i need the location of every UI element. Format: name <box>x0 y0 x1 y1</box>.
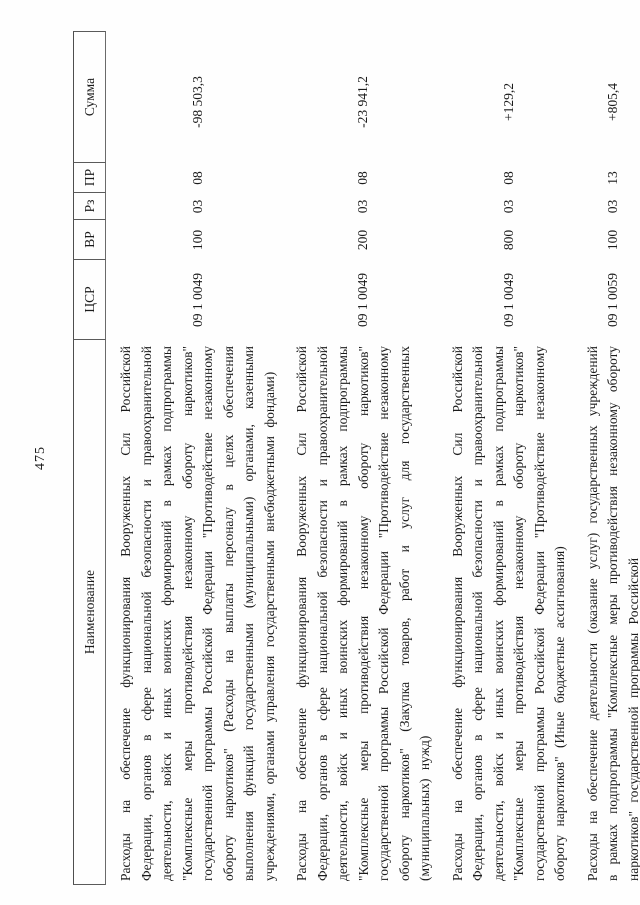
header-cell-name: Наименование <box>73 340 106 885</box>
page-number: 475 <box>33 446 48 470</box>
vr-cell: 100 <box>189 229 205 251</box>
csr-cell: 09 1 0049 <box>355 273 371 327</box>
header-cell-summa: Сумма <box>73 31 106 163</box>
table-row <box>289 31 438 885</box>
rz-cell: 03 <box>604 199 620 214</box>
table-row <box>580 31 640 885</box>
sum-cell: -98 503,3 <box>189 76 205 128</box>
name-cell: Расходы на обеспечение функционирования Вооруженных Сил Российской Федерации, органов в сфере национальной безопасности и правоохранительной деятельности, войск и иных воинских формирований в рамках подпрограммы "Комплексные меры противодействия незаконному обороту наркотиков" государственной программы Российской Федерации "Противодействие незаконному обороту наркотиков" (Иные бюджетные ассигнования) <box>449 346 567 881</box>
header-cell-pr: ПР <box>73 163 106 193</box>
table-header-row <box>73 31 106 885</box>
pr-cell: 08 <box>355 171 371 185</box>
sum-cell: +805,4 <box>604 83 620 121</box>
sum-cell: +129,2 <box>500 83 516 121</box>
header-cell-rz: Рз <box>73 193 106 220</box>
name-cell: Расходы на обеспечение функционирования Вооруженных Сил Российской Федерации, органов в сфере национальной безопасности и правоохранительной деятельности, войск и иных воинских формирований в рамках подпрограммы "Комплексные меры противодействия незаконному обороту наркотиков" государственной программы Российской Федерации "Противодействие незаконному обороту наркотиков" (Закупка товаров, работ и услуг для государственных (муниципальных) нужд) <box>294 346 432 881</box>
vr-cell: 100 <box>604 229 620 251</box>
pr-cell: 13 <box>604 171 620 185</box>
header-cell-vr: ВР <box>73 220 106 260</box>
header-cell-csr: ЦСР <box>73 260 106 340</box>
sum-cell: -23 941,2 <box>355 76 371 128</box>
pr-cell: 08 <box>189 171 205 185</box>
name-cell: Расходы на обеспечение деятельности (оказание услуг) государственных учреждений в рамках подпрограммы "Комплексные меры противодействия незаконному обороту наркотиков" государственной программы Российской <box>584 346 640 881</box>
vr-cell: 200 <box>355 229 371 251</box>
rz-cell: 03 <box>189 199 205 214</box>
rz-cell: 03 <box>355 199 371 214</box>
csr-cell: 09 1 0049 <box>500 273 516 327</box>
name-cell: Расходы на обеспечение функционирования Вооруженных Сил Российской Федерации, органов в сфере национальной безопасности и правоохранительной деятельности, войск и иных воинских формирований в рамках подпрограммы "Комплексные меры противодействия незаконному обороту наркотиков" государственной программы Российской Федерации "Противодействие незаконному обороту наркотиков" (Расходы на выплаты персоналу в целях обеспечения выполнения функций государственными (муниципальными) органами, казенными учреждениями, органами управления государственными внебюджетными фондами) <box>118 346 277 881</box>
rz-cell: 03 <box>500 199 516 214</box>
vr-cell: 800 <box>500 229 516 251</box>
table-row <box>445 31 573 885</box>
table-row <box>113 31 282 885</box>
csr-cell: 09 1 0049 <box>189 273 205 327</box>
csr-cell: 09 1 0059 <box>604 273 620 327</box>
pr-cell: 08 <box>500 171 516 185</box>
budget-table <box>73 31 640 885</box>
